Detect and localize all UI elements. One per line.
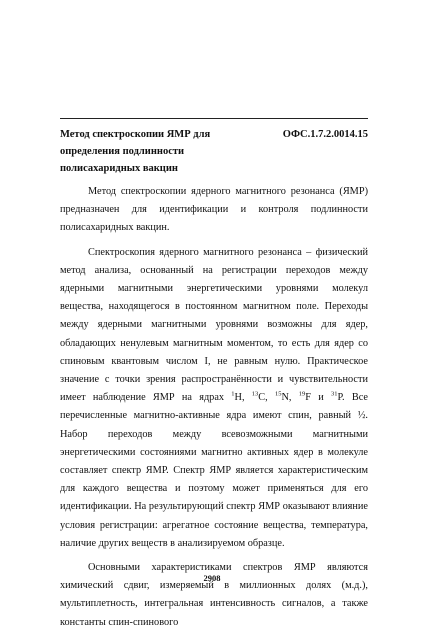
nucleus-mass: 31 <box>330 390 338 398</box>
paragraph-text: Спектроскопия ядерного магнитного резонанса – физический метод анализа, основанный на регистрации переходов между ядерными магнитными энергетическими уровнями молекул вещества, находящегося в постоянном магнитном поле. Переходы между ядерными магнитными уровнями возможны для ядер, обладающих ненулевым магнитным моментом, то есть для ядер со спиновым квантовым числом I, не равным нулю. Практическое значение с точки зрения распространённости и чувствительности имеет наблюдение ЯМР на ядрах <box>60 246 368 404</box>
document-code: ОФС.1.7.2.0014.15 <box>282 129 368 140</box>
paragraph-text: . Все перечисленные магнитно-активные ядра имеют спин, равный ½. Набор переходов между всевозможными магнитными энергетическими состояниями магнитно активных ядер в молекуле составляет спектр ЯМР. Спектр ЯМР является характеристическим для каждого вещества и поэтому может применяться для его идентификации. На результирующий спектр ЯМР оказывают влияние условия регистрации: агрегатное состояние вещества, температура, наличие других веществ в анализируемом образце. <box>60 392 368 549</box>
nucleus-mass: 1 <box>231 390 235 398</box>
page-number: 2908 <box>203 573 221 583</box>
header-rule <box>60 118 368 119</box>
nucleus-mass: 13 <box>251 390 259 398</box>
nucleus-mass: 19 <box>298 390 306 398</box>
document-title: Метод спектроскопии ЯМР для определения подлинности полисахаридных вакцин <box>60 129 211 174</box>
paragraph: Спектроскопия ядерного магнитного резонанса – физический метод анализа, основанный на регистрации переходов между ядерными магнитными энергетическими уровнями молекул вещества, находящегося в постоянном магнитном поле. Переходы между ядерными магнитными уровнями возможны для ядер, обладающих ненулевым магнитным моментом, то есть для ядер со спиновым квантовым числом I, не равным нулю. Практическое значение с точки зрения распространённости и чувствительности имеет наблюдение ЯМР на ядрах $^1$H, $^{13}$C, $^{15}$N, $^{19}$F и $^{31}$P. Все перечисленные магнитно-активные ядра имеют спин, равный ½. Набор переходов между всевозможными магнитными энергетическими состояниями магнитно активных ядер в молекуле составляет спектр ЯМР. Спектр ЯМР является характеристическим для каждого вещества и поэтому может применяться для его идентификации. На результирующий спектр ЯМР оказывают влияние условия регистрации: агрегатное состояние вещества, температура, наличие других веществ в анализируемом образце. <box>60 246 368 549</box>
nucleus-symbol: F <box>305 392 311 404</box>
paragraph: Метод спектроскопии ядерного магнитного резонанса (ЯМР) предназначен для идентификации и контроля подлинности полисахаридных вакцин. <box>60 186 368 234</box>
nucleus-symbol: P <box>337 392 343 404</box>
document-body <box>60 183 368 638</box>
nucleus-symbol: H <box>234 392 242 404</box>
nucleus-mass: 15 <box>274 390 282 398</box>
nucleus-symbol: C <box>258 392 266 404</box>
document-header <box>60 126 368 177</box>
conjunction: и <box>318 392 324 404</box>
paragraph: Основными характеристиками спектров ЯМР являются химический сдвиг, измеряемый в миллионных долях (м.д.), мультиплетность, интегральная интенсивность сигналов, а также константы спин-спинового <box>60 562 368 628</box>
nucleus-symbol: N <box>281 392 289 404</box>
